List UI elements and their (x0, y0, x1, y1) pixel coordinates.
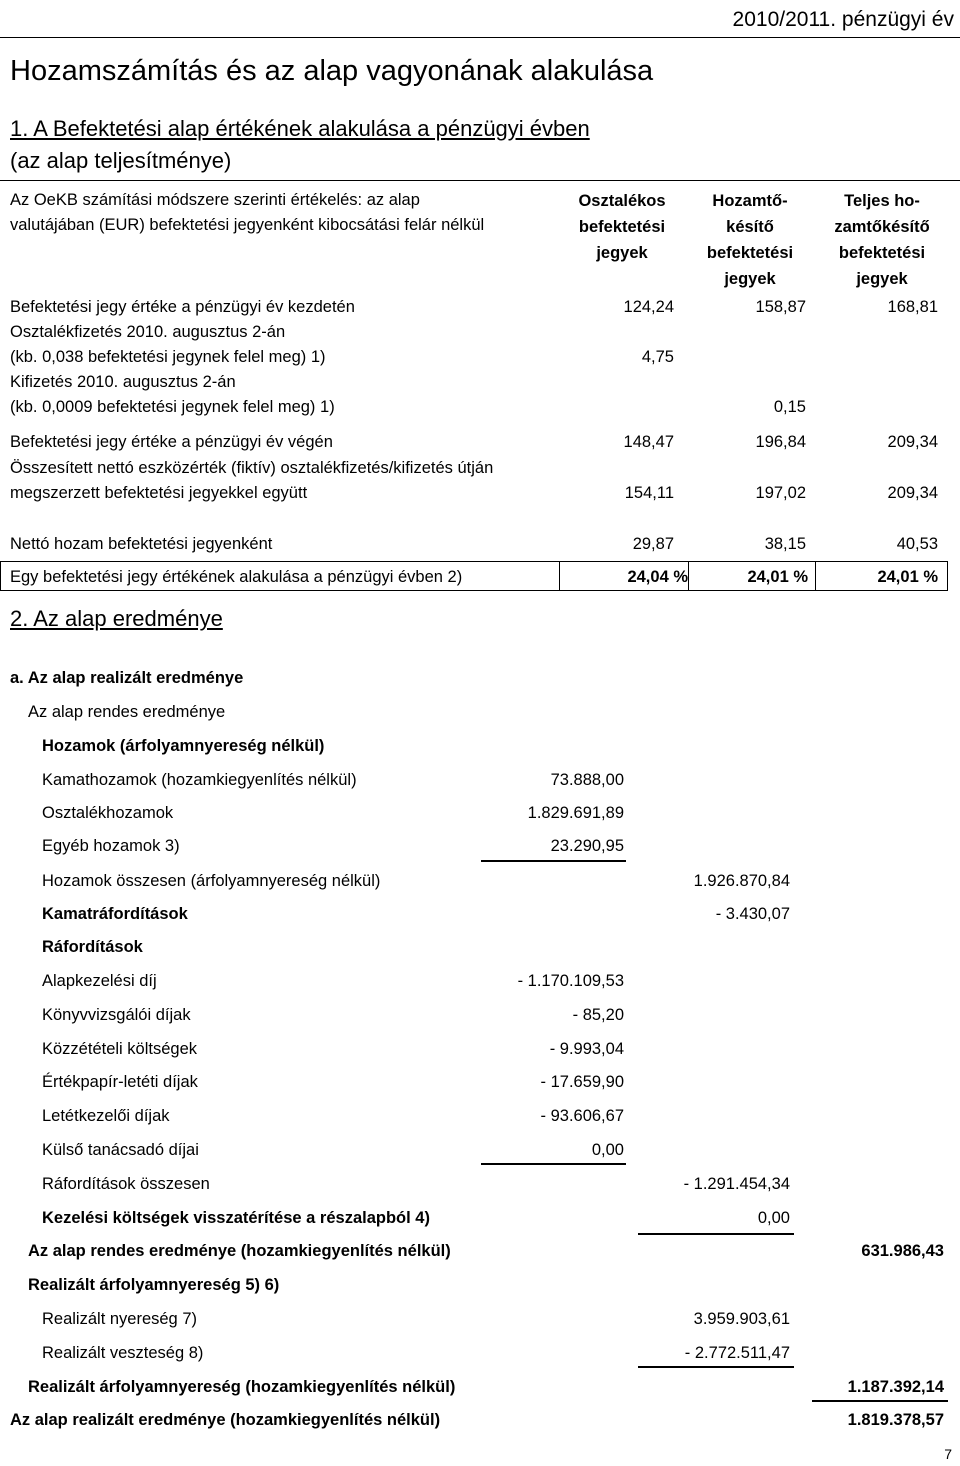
table-row-label: Befektetési jegy értéke a pénzügyi év végén (10, 433, 333, 451)
table-rule (559, 561, 560, 591)
table-row-label: Összesített nettó eszközérték (fiktív) osztalékfizetés/kifizetés útján (10, 459, 494, 477)
statement-value: 73.888,00 (550, 771, 624, 789)
column-header-osztalekos (562, 188, 682, 266)
column-header-line: Hozamtő- (712, 192, 788, 210)
page-title: Hozamszámítás és az alap vagyonának alakulása (10, 55, 654, 87)
column-header-line: jegyek (856, 270, 908, 288)
column-header-teljes (817, 188, 947, 292)
statement-label: Az alap rendes eredménye (hozamkiegyenlítés nélkül) (28, 1242, 451, 1260)
subtotal-rule (638, 1366, 794, 1368)
table-cell: 196,84 (755, 433, 806, 451)
statement-value: 1.187.392,14 (847, 1378, 944, 1396)
column-header-line: befektetési (578, 218, 666, 236)
section1-heading-line2: (az alap teljesítménye) (10, 148, 232, 173)
table-cell: 168,81 (887, 298, 938, 316)
statement-label: Realizált nyereség 7) (42, 1310, 197, 1328)
table-cell: 158,87 (755, 298, 806, 316)
table-cell: 197,02 (755, 484, 806, 502)
statement-label: Letétkezelői díjak (42, 1107, 170, 1125)
table-cell: 0,15 (773, 398, 806, 416)
statement-value: - 93.606,67 (540, 1107, 624, 1125)
statement-label: Realizált árfolyamnyereség (hozamkiegyenlítés nélkül) (28, 1378, 456, 1396)
table-rule (0, 590, 948, 591)
section2-heading: 2. Az alap eredménye (10, 606, 223, 631)
statement-label: Ráfordítások összesen (42, 1175, 210, 1193)
rendes-eredmeny-heading: Az alap rendes eredménye (28, 703, 226, 721)
table-row-label: megszerzett befektetési jegyekkel együtt (10, 484, 308, 502)
statement-label: Osztalékhozamok (42, 804, 174, 822)
table-cell: 124,24 (623, 298, 674, 316)
table-row-label: Befektetési jegy értéke a pénzügyi év kezdetén (10, 298, 355, 316)
statement-value: - 17.659,90 (540, 1073, 624, 1091)
subtotal-rule (481, 860, 626, 862)
table-row-label: (kb. 0,038 befektetési jegynek felel meg) 1) (10, 348, 326, 366)
section1-heading (10, 113, 590, 177)
table-cell: 29,87 (632, 535, 674, 553)
statement-label: Realizált árfolyamnyereség 5) 6) (28, 1276, 280, 1294)
statement-label: Kamatráfordítások (42, 905, 188, 923)
table-row-label: Kifizetés 2010. augusztus 2-án (10, 373, 236, 391)
statement-value: 1.926.870,84 (693, 872, 790, 890)
table-rule (947, 561, 948, 591)
table-cell: 40,53 (896, 535, 938, 553)
table-rule (688, 561, 689, 591)
table-cell: 148,47 (623, 433, 674, 451)
column-header-line: késítő (726, 218, 774, 236)
table-rule (815, 561, 816, 591)
statement-label: Kezelési költségek visszatérítése a részalapból 4) (42, 1209, 430, 1227)
subtotal-rule (481, 1163, 626, 1165)
table-rule (0, 561, 948, 562)
statement-value: - 1.291.454,34 (683, 1175, 790, 1193)
subtotal-rule (812, 1400, 948, 1402)
statement-value: - 1.170.109,53 (517, 972, 624, 990)
subsection-a-heading: a. Az alap realizált eredménye (10, 669, 244, 687)
statement-label: Külső tanácsadó díjai (42, 1141, 199, 1159)
statement-value: 1.819.378,57 (847, 1411, 944, 1429)
fiscal-year-header: 2010/2011. pénzügyi év (732, 8, 954, 31)
statement-value: 3.959.903,61 (693, 1310, 790, 1328)
statement-value: 0,00 (591, 1141, 624, 1159)
intro-line1: Az OeKB számítási módszere szerinti értékelés: az alap (10, 191, 420, 209)
column-header-line: zamtőkésítő (834, 218, 930, 236)
column-header-line: befektetési (706, 244, 794, 262)
table-row-label: Osztalékfizetés 2010. augusztus 2-án (10, 323, 286, 341)
statement-value: 631.986,43 (861, 1242, 944, 1260)
table-row-label: Egy befektetési jegy értékének alakulása a pénzügyi évben 2) (10, 568, 463, 586)
table-row-label: (kb. 0,0009 befektetési jegynek felel meg) 1) (10, 398, 335, 416)
statement-value: 23.290,95 (550, 837, 624, 855)
table-cell: 24,01 % (747, 568, 808, 586)
column-header-line: befektetési (838, 244, 926, 262)
statement-value: - 85,20 (572, 1006, 624, 1024)
table-cell: 24,01 % (877, 568, 938, 586)
table-cell: 209,34 (887, 484, 938, 502)
column-header-line: Teljes ho- (844, 192, 920, 210)
statement-label: Egyéb hozamok 3) (42, 837, 180, 855)
table-cell: 154,11 (624, 484, 674, 502)
statement-label: Közzétételi költségek (42, 1040, 198, 1058)
statement-label: Realizált veszteség 8) (42, 1344, 204, 1362)
table-cell: 4,75 (641, 348, 674, 366)
statement-value: - 2.772.511,47 (684, 1344, 790, 1362)
column-header-hozamtokesito (690, 188, 810, 292)
header-rule (0, 37, 960, 38)
statement-label: Az alap realizált eredménye (hozamkiegyenlítés nélkül) (10, 1411, 441, 1429)
statement-label: Ráfordítások (42, 938, 143, 956)
hozamok-heading: Hozamok (árfolyamnyereség nélkül) (42, 737, 325, 755)
column-header-line: jegyek (596, 244, 648, 262)
subtotal-rule (638, 1233, 794, 1235)
table-rule (0, 561, 1, 591)
table-cell: 38,15 (764, 535, 806, 553)
statement-label: Könyvvizsgálói díjak (42, 1006, 191, 1024)
statement-label: Alapkezelési díj (42, 972, 157, 990)
table-row-label: Nettó hozam befektetési jegyenként (10, 535, 273, 553)
section1-heading-line1: 1. A Befektetési alap értékének alakulása a pénzügyi évben (10, 116, 590, 141)
table-cell: 24,04 % (627, 568, 688, 586)
table-top-rule (0, 180, 960, 181)
statement-label: Értékpapír-letéti díjak (42, 1073, 198, 1091)
intro-line2: valutájában (EUR) befektetési jegyenként kibocsátási felár nélkül (10, 216, 485, 234)
statement-value: - 9.993,04 (549, 1040, 624, 1058)
table-cell: 209,34 (887, 433, 938, 451)
column-header-line: jegyek (724, 270, 776, 288)
statement-label: Kamathozamok (hozamkiegyenlítés nélkül) (42, 771, 357, 789)
column-header-line: Osztalékos (578, 192, 666, 210)
statement-value: - 3.430,07 (715, 905, 790, 923)
statement-value: 1.829.691,89 (527, 804, 624, 822)
statement-label: Hozamok összesen (árfolyamnyereség nélkül) (42, 872, 381, 890)
statement-value: 0,00 (757, 1209, 790, 1227)
page-number: 7 (944, 1446, 952, 1462)
